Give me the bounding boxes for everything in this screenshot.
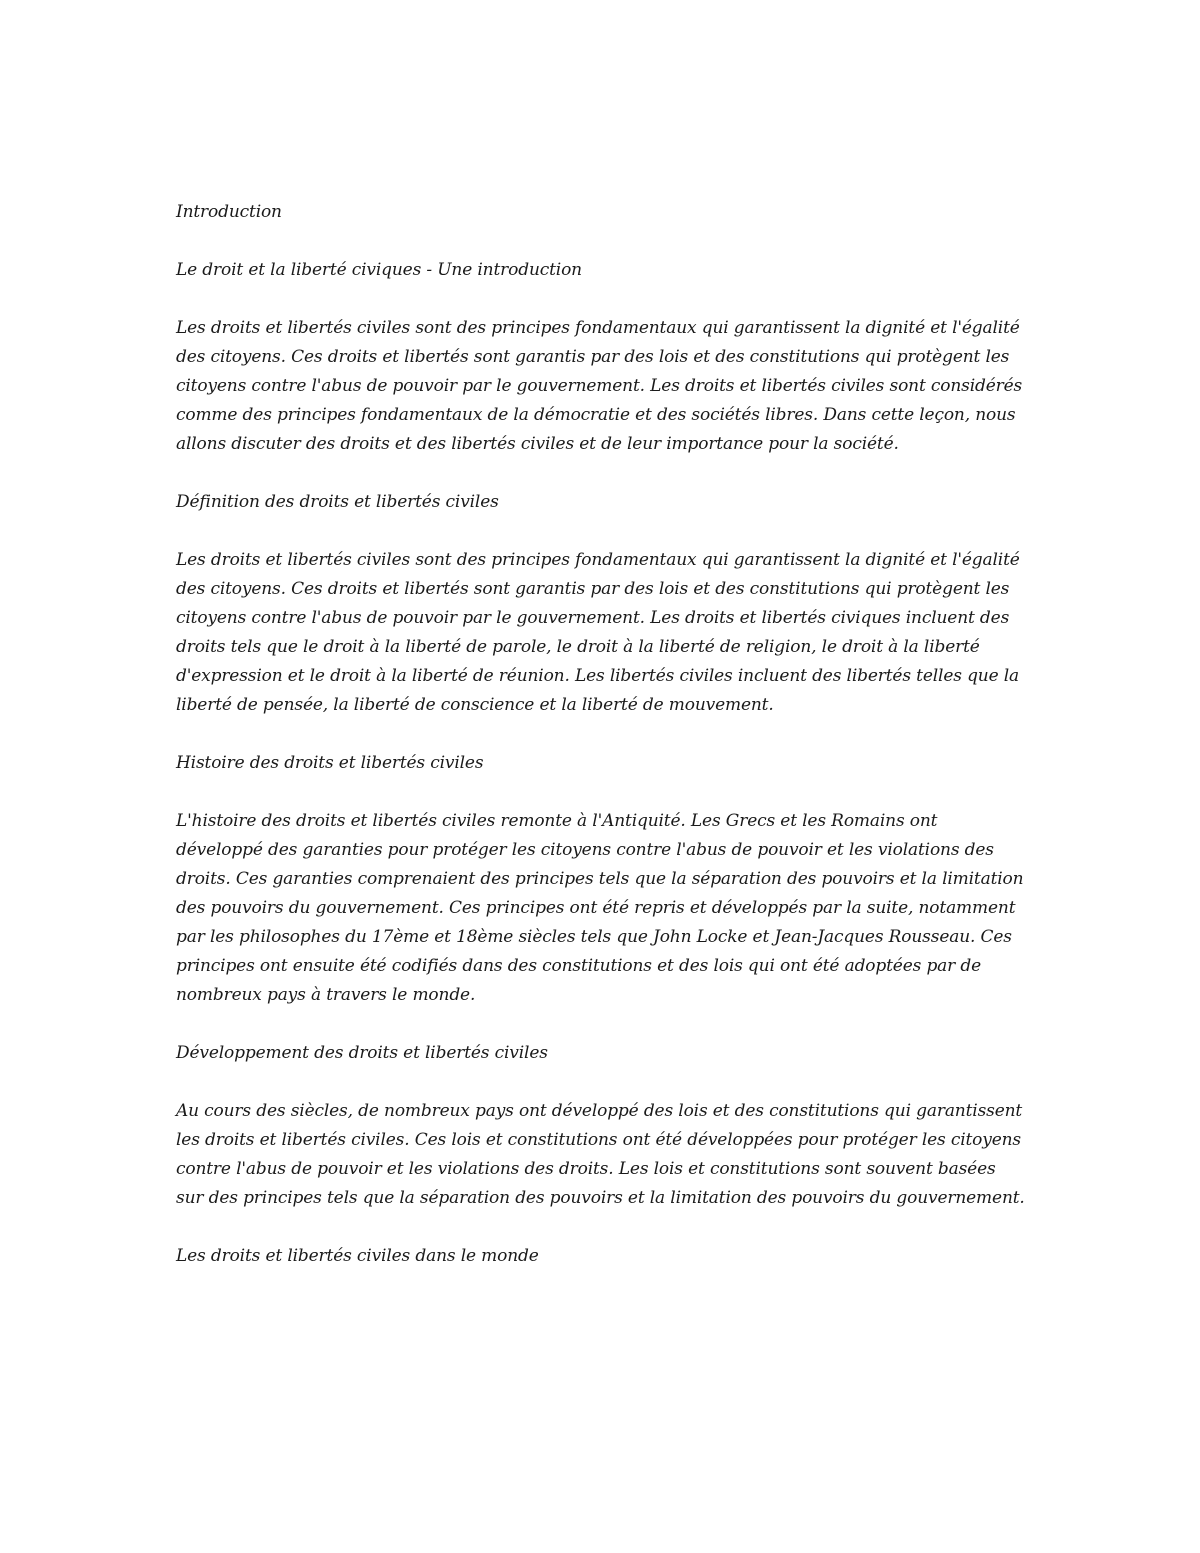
- paragraph-definition: Les droits et libertés civiles sont des principes fondamentaux qui garantissent la dignité et l'égalité des citoyens. Ces droits et libertés sont garantis par des lois et des constitutions qui protègent les citoyens contre l'abus de pouvoir par le gouvernement. Les droits et libertés civiques incluent des droits tels que le droit à la liberté de parole, le droit à la liberté de religion, le droit à la liberté d'expression et le droit à la liberté de réunion. Les libertés civiles incluent des libertés telles que la liberté de pensée, la liberté de conscience et la liberté de mouvement.: [176, 550, 1020, 715]
- document-page: [176, 198, 1026, 1300]
- document-title: Le droit et la liberté civiques - Une introduction: [176, 260, 582, 280]
- paragraph-development: Au cours des siècles, de nombreux pays ont développé des lois et des constitutions qui garantissent les droits et libertés civiles. Ces lois et constitutions ont été développées pour protéger les citoyens contre l'abus de pouvoir et les violations des droits. Les lois et constitutions sont souvent basées sur des principes tels que la séparation des pouvoirs et la limitation des pouvoirs du gouvernement.: [176, 1101, 1025, 1208]
- paragraph-history: L'histoire des droits et libertés civiles remonte à l'Antiquité. Les Grecs et les Romains ont développé des garanties pour protéger les citoyens contre l'abus de pouvoir et les violations des droits. Ces garanties comprenaient des principes tels que la séparation des pouvoirs et la limitation des pouvoirs du gouvernement. Ces principes ont été repris et développés par la suite, notamment par les philosophes du 17ème et 18ème siècles tels que John Locke et Jean-Jacques Rousseau. Ces principes ont ensuite été codifiés dans des constitutions et des lois qui ont été adoptées par de nombreux pays à travers le monde.: [176, 811, 1024, 1005]
- heading-world: Les droits et libertés civiles dans le monde: [176, 1246, 539, 1266]
- heading-history: Histoire des droits et libertés civiles: [176, 753, 484, 773]
- intro-label: Introduction: [176, 202, 282, 222]
- heading-definition: Définition des droits et libertés civiles: [176, 492, 499, 512]
- heading-development: Développement des droits et libertés civiles: [176, 1043, 548, 1063]
- paragraph-intro: Les droits et libertés civiles sont des principes fondamentaux qui garantissent la dignité et l'égalité des citoyens. Ces droits et libertés sont garantis par des lois et des constitutions qui protègent les citoyens contre l'abus de pouvoir par le gouvernement. Les droits et libertés civiles sont considérés comme des principes fondamentaux de la démocratie et des sociétés libres. Dans cette leçon, nous allons discuter des droits et des libertés civiles et de leur importance pour la société.: [176, 318, 1023, 454]
